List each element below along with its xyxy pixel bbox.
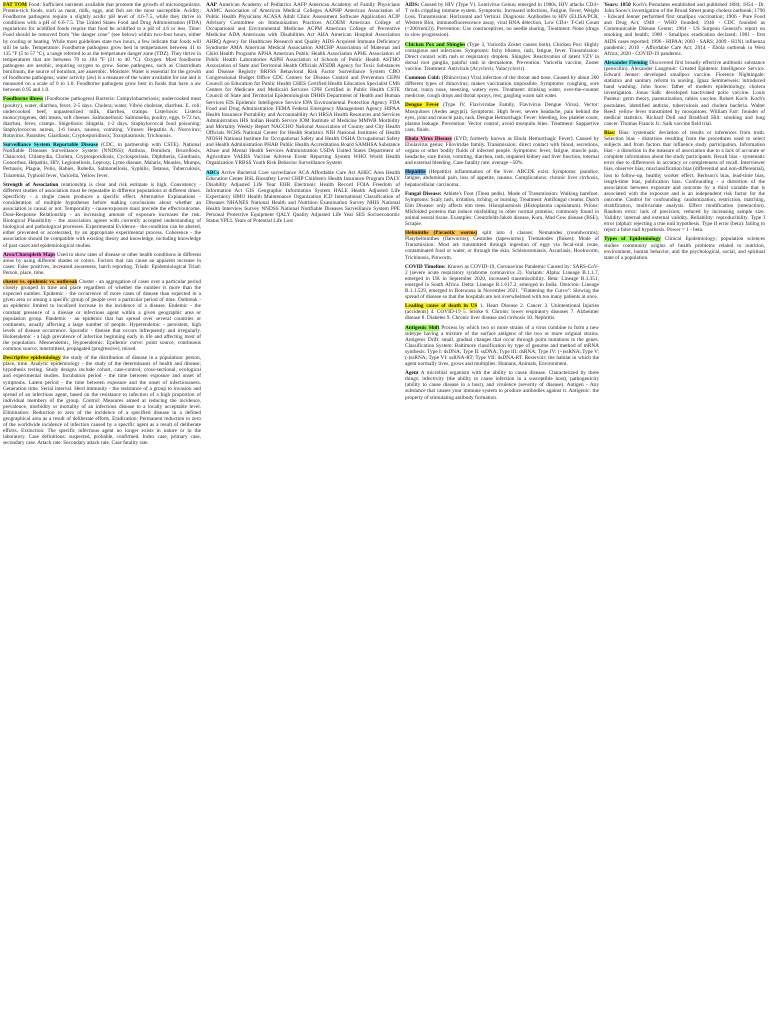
note-term: Leading cause of death in US [405, 303, 478, 310]
note-paragraph [405, 75, 599, 99]
note-text: Known as COVID-19, Coronavirus Pandemic Caused by: SARS-CoV-2 (severe acute respiratory syndrome coronavirus 2). Variants: Alpha: Lineage B.1.1.7, emerged in UK in September 2020, increased transmissibility. Beta: Lineage B.1.351, emerged in South Africa. Delta: Lineage B.1.617.2, emerged in India. Omicron: Lineage B.1.1.529, emerged in Botswana in November 2021. "Flattening the Curve": Slowing the spread of disease so that the hospitals are not overwhelmed with too many patients at once. [405, 263, 599, 301]
note-paragraph [405, 230, 599, 260]
note-block [405, 264, 599, 301]
column-4 [604, 2, 765, 1022]
note-text: Caused by HIV (Type V). Lentivirus Genus; emerged in 1980s, HIV attacks CD4+ T cells crippling immune system. Symptoms: Increased infections, Fatigue, Fever, Weight Loss. Transmission: Horizontal and Vertical. Diagnosis: Antibodies to HIV (ELISA/PCR, Western Blot, immunofluorescence assay, viral RNA detection, Low CD4+ T-Cell Count (<200/mm3)). Prevention: Use contraceptives, no needle sharing. Treatment: None (drugs to slow progression). [405, 2, 599, 39]
note-term: Bias: [604, 129, 616, 136]
note-paragraph [3, 279, 201, 352]
note-block [604, 60, 765, 127]
note-text: Clinical Epidemiology; population sciences studies community origins of health problems related to nutrition, environment, human behavior, and the psychological, social, and spiritual state of a population. [604, 236, 765, 261]
note-text: American Academy of Pediatrics AAFP American Academy of Family Physicians AAMC Association of American Medical Colleges AAPHP American Association of Public Health Physicians ACASA Adult Clinic Assessment Software Application ACIP Advisory Committee on Immunization Practices ACOEM American College of Occupational and Environmental Medicine ACPM American College of Preventive Medicine ADA Americans with Disabilities Act AHA American Hospital Association AHRQ Agency for Healthcare Research and Quality AIDS Acquired Immune Deficiency Syndrome AMA American Medical Association AMCHP Association of Maternal and Child Health Programs APHA American Public Health Association APHL Association of Public Health Laboratories ASPH Association of Schools of Public Health ASTHO Association of State and Territorial Health Officials ATSDR Agency for Toxic Substances and Disease Registry BRFSS Behavioral Risk Factor Surveillance System CBO Congressional Budget Office CDC Centers for Disease Control and Prevention CEPH Council on Education for Public Health CHES Certified Health Education Specialist CMS Centers for Medicare and Medicaid Services CPH Certified in Public Health CSTE Council of State and Territorial Epidemiologists DHHS Department of Health and Human Services EIS Epidemic Intelligence Service EPA Environmental Protection Agency FDA Food and Drug Administration FEMA Federal Emergency Management Agency HIPAA Health Insurance Portability and Accountability Act HRSA Health Resources and Services Administration IHS Indian Health Service IOM Institute of Medicine MMWR Morbidity and Mortality Weekly Report NACCHO National Association of County and City Health Officials NCHS National Center for Health Statistics NIH National Institutes of Health NIOSH National Institute for Occupational Safety and Health OSHA Occupational Safety and Health Administration PHAB Public Health Accreditation Board SAMHSA Substance Abuse and Mental Health Services Administration USDA United States Department of Agriculture VAERS Vaccine Adverse Event Reporting System WHO World Health Organization YRBSS Youth Risk Behavior Surveillance System [206, 2, 400, 167]
note-term: Foodborne illness [3, 96, 44, 103]
note-text: (Type 3, Varicella Zoster causes both). Chicken Pox: Highly contagious and infectious. Symptoms: Itchy blisters, rash, fatigue, fever. Transmission: Direct contact with rash or respiratory droplets. Shingles: Reactivation of latent VZV in dorsal root ganglia, painful rash in dermatome. Prevention: Varicella vaccine, Zoster vaccine. Treatment: Antivirals (Acyclovir, Valacyclovir). [405, 41, 599, 72]
note-block [405, 191, 599, 228]
note-term: ABCs [206, 169, 220, 176]
note-paragraph [3, 142, 201, 179]
note-term: cluster vs. epidemic vs. outbreak [3, 279, 78, 286]
note-term: AAP [206, 2, 217, 8]
note-block [3, 2, 201, 93]
note-text: Food: Sufficient nutrients available that promote the growth of microorganisms. Protein-rich foods, such as meat, milk, eggs, and fish are the most susceptible. Acidity: Foodborne pathogens require a slightly acidic pH level of 4.6-7.5, while they thrive in conditions with a pH of 6.6-7.5. The United States Food and Drug Administration (FDA) regulations for acidified foods require that food be acidified to a pH of 4.6 or less. Time: Food should be removed from "the danger zone" (see below) within two-four hours, either by cooling or heating. While most guidelines state two hours, a few indicate that foods will still be safe. Temperature: Foodborne pathogens grow best in temperatures between 41 to 135 °F (5 to 57 °C), a range referred to as the temperature danger zone (TDZ). They thrive in temperatures that are between 70 to 104 °F (21 to 40 °C). Oxygen: Most foodborne pathogens are aerobic, requiring oxygen to grow. Some pathogens, such as Clostridium botulinum, the source of botulism, are anaerobic. Moisture: Water is essential for the growth of foodborne pathogens; water activity (aw) is a measure of the water available for use and is measured on a scale of 0 to 1.0. Foodborne pathogens grow best in foods that have a aw between 0.95 and 1.0. [3, 2, 201, 94]
note-block [405, 370, 599, 400]
note-term: Types of Epidemiology [604, 236, 661, 243]
note-term: COVID Timeline: [405, 263, 446, 270]
note-block [405, 136, 599, 166]
note-term: Alexander Fleming [604, 59, 648, 66]
note-paragraph [604, 60, 765, 127]
note-text: Discovered first broadly effective antibiotic substance (penicillin). Alexander Langmuir: Created Epidemic Intelligence Service. Edward Jenner: developed smallpox vaccine. Florence Nightingale: statistics and sanitary reform in nursing. Ignaz Semmelweis: introduced hand washing. John Snow: father of modern epidemiology, cholera investigation. Jonas Salk: developed inactivated polio vaccine. Louis Pasteur: germ theory, pasteurization, rabies vaccine. Robert Koch: Koch's postulates, identified anthrax, tuberculosis and cholera bacteria. Walter Reed: yellow fever transmitted by mosquitoes. William Farr: founder of medical statistics. Richard Doll and Bradford Hill: smoking and lung cancer. Thomas Francis Jr.: Salk vaccine field trial. [604, 59, 765, 127]
note-block [405, 42, 599, 72]
note-term: Area/Choropleth Maps [3, 251, 56, 258]
note-block [405, 2, 599, 39]
column-1 [3, 2, 201, 1022]
note-term: Descriptive epidemiology [3, 355, 61, 362]
note-block [405, 303, 599, 321]
note-paragraph [405, 370, 599, 400]
note-paragraph [405, 136, 599, 166]
note-text: 1. Heart Disease 2. Cancer 3. Unintentional Injuries (accidents) 4. COVID-19 5. Stroke 6. Chronic lower respiratory diseases 7. Alzheimer disease 8. Diabetes 9. Chronic liver disease and cirrhosis 10. Nephritis. [405, 303, 599, 322]
note-text: Athlete's Foot (Tinea pedis). Mode of Transmission: Walking barefoot. Symptoms: Scaly rash, irritation, itching, or burning. Treatment: Antifungal creams. Dutch Elm Disease: only affects elm trees. Histoplasmosis (Histoplasma capsulatum). Prions: Misfolded proteins that induce misfolding in other normal proteins; commonly found in animal neural tissue. Examples: Creutzfeldt-Jakob disease, Kuru, Mad Cow disease (BSE), Scrapie. [405, 190, 599, 228]
note-term: Ebola Virus Disease [405, 135, 452, 142]
note-term: Strength of Association [3, 181, 59, 188]
note-text: (Hepatitis) inflammation of the liver. ABCDE exist. Symptoms: jaundice, fatigue, abdominal pain, loss of appetite, nausea. Complications: chronic liver cirrhosis, hepatocellular carcinoma. [405, 169, 599, 188]
note-text: (EVD; formerly known as Ebola Hemorrhagic Fever). Caused by Ebolavirus genus; Filoviridae family. Transmission: direct contact with blood, secretions, organs or other bodily fluids of infected people. Symptoms: fever, fatigue, muscle pain, headache, sore throat, vomiting, diarrhea, rash, impaired kidney and liver function, internal and external bleeding. Case fatality rate: average ~50%. [405, 135, 599, 167]
note-text: relationship is clear and risk estimate is high. Consistency - different studies of association must be repeatable in different populations at different times. Specificity - a single cause produces a specific effect. Alternative Explanations - consideration of multiple hypotheses before making conclusions about whether an association is causal or not. Temporality - cause/exposure must precede the effect/outcome. Dose-Response Relationship - an increasing amount of exposure increases the risk. Biological Plausibility - the association agrees with currently accepted understanding of biological and pathological processes. Experimental Evidence - the condition can be altered, either prevented or accelerated, by an appropriate experimental process. Coherence - the association should be compatible with existing theory and knowledge, including knowledge of past cases and epidemiological studies. [3, 181, 201, 249]
note-block [405, 75, 599, 99]
column-3 [405, 2, 599, 1022]
note-block [604, 236, 765, 260]
note-block [3, 252, 201, 276]
note-paragraph [206, 2, 400, 167]
note-paragraph [405, 325, 599, 368]
note-block [3, 279, 201, 352]
note-term: FAT TOM [3, 2, 27, 8]
note-paragraph [604, 2, 765, 57]
note-term: Dengue Fever [405, 102, 440, 109]
note-paragraph [405, 2, 599, 39]
note-block [206, 2, 400, 167]
note-paragraph [3, 182, 201, 249]
note-text: Process by which two or more strains of a virus combine to form a new subtype having a mixture of the surface antigens of the two or more original strains. Antigenic Drift: small, gradual changes that occur through point mutations in the genes. Classification System: Baltimore classification by type of genome and method of mRNA synthesis: Type I: dsDNA; Type II: ssDNA; Type III: dsRNA; Type IV: (+)ssRNA; Type V: (-)ssRNA; Type VI: ssRNA-RT; Type VII: dsDNA-RT. Reservoir: the habitat in which the agent normally lives, grows and multiplies: Humans, Animals, Environment. [405, 324, 599, 368]
note-term: Surveillance System Reportable Disease [3, 142, 98, 149]
note-paragraph [405, 42, 599, 72]
note-term: Common Cold: [405, 75, 441, 82]
note-paragraph [405, 303, 599, 321]
note-term: AIDS: [405, 2, 420, 8]
note-term: Helminths (Parasitic worms) [405, 230, 478, 237]
note-text: Active Bacterial Core surveillance ACA Affordable Care Act AHEC Area Health Education Center BSL Biosafety Level CHIP Children's Health Insurance Program DALY Disability Adjusted Life Year EHR Electronic Health Record FOIA Freedom of Information Act GIS Geographic Information System HALE Health Adjusted Life Expectancy HMO Health Maintenance Organization ICD International Classification of Diseases NHANES National Health and Nutrition Examination Survey NHIS National Health Interview Survey NNDSS National Notifiable Diseases Surveillance System PPE Personal Protective Equipment QALY Quality Adjusted Life Year SES Socioeconomic Status YPLL Years of Potential Life Lost [206, 169, 400, 225]
note-block [3, 142, 201, 179]
note-term: Chicken Pox and Shingles [405, 41, 466, 48]
note-paragraph [3, 355, 201, 446]
note-paragraph [405, 264, 599, 301]
note-term: Hepatitis [405, 169, 426, 176]
column-2 [206, 2, 400, 1022]
note-term: Antigenic Shift [405, 324, 440, 331]
note-paragraph [405, 191, 599, 228]
note-term: Fungal Disease: [405, 190, 442, 197]
note-paragraph [3, 96, 201, 139]
note-paragraph [604, 236, 765, 260]
note-text: (Rhinovirus) Viral infection of the throat and nose. Caused by about 200 different types of rhinovirus; makes vaccination impossible. Symptoms: coughing, sore throat, runny nose, sneezing, watery eyes. Treatment: drinking water, over-the-counter medicine, cough drops and throat sprays, rest, gargling warm salt water. [405, 75, 599, 100]
note-term: Years: 1850 [604, 2, 631, 8]
note-text: split into 4 classes: Nematodes (roundworms); Platyhelminthes (flatworms); Cestodes (tapeworms); Trematodes (flukes). Mode of Transmission: Most are transmitted through ingestion of eggs via fecal-oral route, contaminated food or water, or through the skin. Schistosomiasis, Ascariasis, Hookworm, Trichinosis, Pinworm. [405, 230, 599, 261]
note-text: (CDC, in partnership with CSTE). National Notifiable Diseases Surveillance System (NNDSS); Anthrax, Botulism, Brucellosis, Chancroid, Chlamydia, Cholera, Cryptosporidiosis, Cyclosporiasis, Diphtheria, Giardiasis, Gonorrhea, Hepatitis, HIV, Legionellosis, Leprosy, Lyme disease, Malaria, Measles, Mumps, Pertussis, Plague, Polio, Rabies, Rubella, Salmonellosis, Syphilis, Tetanus, Tuberculosis, Tularemia, Typhoid fever, Varicella, Yellow fever. [3, 142, 201, 179]
note-text: the study of the distribution of disease in a population: person, place, time. Analytic epidemiology - the study of the determinants of health and disease; hypothesis testing. Study designs include cohort, case-control, cross-sectional, ecological and experimental studies. Incubation period - the time between exposure and onset of symptoms. Latent period - the time between exposure and the onset of infectiousness. Generation time. Serial interval. Herd immunity - the resistance of a group to invasion and spread of an infectious agent, based on the resistance to infection of a high proportion of individual members of the group. Control: Measures aimed at reducing the incidence, prevalence, morbidity or mortality of an infectious disease to a locally acceptable level. Elimination: Reduction to zero of the incidence of a specified disease in a defined geographical area as a result of deliberate efforts. Eradication: Permanent reduction to zero of the worldwide incidence of infection caused by a specific agent as a result of deliberate efforts. Extinction: The specific infectious agent no longer exists in nature or in the laboratory. Case definitions: suspected, probable, confirmed. Index case, primary case, secondary case. Attack rate. Secondary attack rate. Case fatality rate. [3, 355, 201, 447]
note-text: Koch's Postulates established and published 1884; 1854 - Dr. John Snow's investigation of the Broad Street pump cholera outbreak; 1796 - Edward Jenner performed first smallpox vaccination; 1906 - Pure Food and Drug Act; 1948 - WHO founded; 1946 - CDC founded as Communicable Disease Center; 1964 - US Surgeon General's report on smoking and health; 1980 - Smallpox eradication declared; 1981 - first AIDS cases reported; 1996 - HIPAA; 2003 - SARS; 2009 - H1N1 influenza pandemic; 2010 - Affordable Care Act; 2014 - Ebola outbreak in West Africa; 2020 - COVID-19 pandemic. [604, 2, 765, 57]
note-text: Used to show rates of disease or other health conditions in different areas by using different shades or colors. Factors that can cause an apparent increase in cases: False positives, increased awareness, batch reporting. Triads: Epidemiological Triad: Person, place, time. [3, 251, 201, 276]
note-block [3, 182, 201, 249]
note-block [405, 169, 599, 187]
note-block [604, 130, 765, 234]
note-text: (Foodborne pathogens) Bacteria: Campylobacteriosis; undercooked meat (poultry), water, diarrhea, fever, 2-5 days. Cholera; water, Vibrio cholerae, diarrhea. E. coli: undercooked beef, unpasteurized milk, diarrhea, cramps. Listeriosis: Listeria monocytogenes, deli meats, soft cheeses. Salmonellosis: Salmonella, poultry, eggs, 6-72 hrs, diarrhea, fever, cramps. Shigellosis: Shigella, 1-2 days. Staphylococcal food poisoning: Staphylococcus aureus, 1-6 hours, nausea, vomiting. Viruses: Hepatitis A; Norovirus; Rotavirus. Parasites: Giardiasis; Cryptosporidiosis; Toxoplasmosis; Trichinosis. [3, 96, 201, 139]
note-text: Bias: systematic deviation of results or inferences from truth. Selection bias - distortion resulting from the procedures used to select subjects and from factors that influence study participation. Information bias - a distortion in the measure of association due to a lack of accurate or complete information about the study participants. Recall bias - systematic error due to differences in accuracy or completeness of recall. Interviewer bias, observer bias, misclassification bias (differential and non-differential), loss to follow-up, healthy worker effect, Berkson's bias, lead-time bias, length-time bias, publication bias. Confounding - a distortion of the association between exposure and outcome by a third variable that is associated with the exposure and is an independent risk factor for the outcome. Control for confounding: randomization, restriction, matching, stratification, multivariate analysis. Effect modification (interaction). Random error: lack of precision; reduced by increasing sample size. Validity: internal and external validity. Reliability: reproducibility. Type I error (alpha): rejecting a true null hypothesis. Type II error (beta): failing to reject a false null hypothesis. Power = 1 - beta. [604, 129, 765, 234]
note-paragraph [3, 252, 201, 276]
note-block [604, 2, 765, 57]
note-block [3, 96, 201, 139]
note-paragraph [405, 169, 599, 187]
note-text: (Type IV, Flaviviridae Family, Flavivirus Dengue Virus). Vector: Mosquitoes (Aedes aegypti). Symptoms: High fever, severe headache, pain behind the eyes, joint and muscle pain, rash. Dengue Hemorrhagic Fever: bleeding, low platelet count, plasma leakage. Prevention: Vector control, avoid mosquito bites. Treatment: Supportive care, fluids. [405, 102, 599, 133]
note-paragraph [3, 2, 201, 93]
note-term: Agent [405, 370, 419, 377]
note-block [405, 325, 599, 368]
note-block [3, 355, 201, 446]
note-paragraph [405, 102, 599, 132]
note-block [405, 230, 599, 260]
note-block [206, 170, 400, 225]
note-block [405, 102, 599, 132]
note-paragraph [604, 130, 765, 234]
note-paragraph [206, 170, 400, 225]
note-text: Cluster - an aggregation of cases over a particular period closely grouped in time and place regardless of whether the number is more than the expected number. Epidemic - the occurrence of more cases of disease than expected in a given area or among a specific group of people over a particular period of time. Outbreak - an epidemic limited to localized increase in the incidence of a disease. Endemic - the constant presence of a disease or infectious agent within a given geographic area or population group. Pandemic - an epidemic that has spread over several countries or continents, usually affecting a large number of people. Hyperendemic - persistent, high levels of disease occurrence. Sporadic - disease that occurs infrequently and irregularly. Holoendemic - a high prevalence of infection beginning early in life and affecting most of the population. Mesoendemic, Hypoendemic. Epidemic curve: point source, continuous common source, intermittent, propagated (progressive), mixed. [3, 279, 201, 353]
note-text: A microbial organism with the ability to cause disease. Characterized by three things: infectivity (the ability to cause infection in a susceptible host), pathogenicity (ability to cause disease in a host), and virulence (severity of disease). Antigen - Any substance that causes your immune system to produce antibodies against it. Antigenic: the property of stimulating antibody formation. [405, 370, 599, 401]
